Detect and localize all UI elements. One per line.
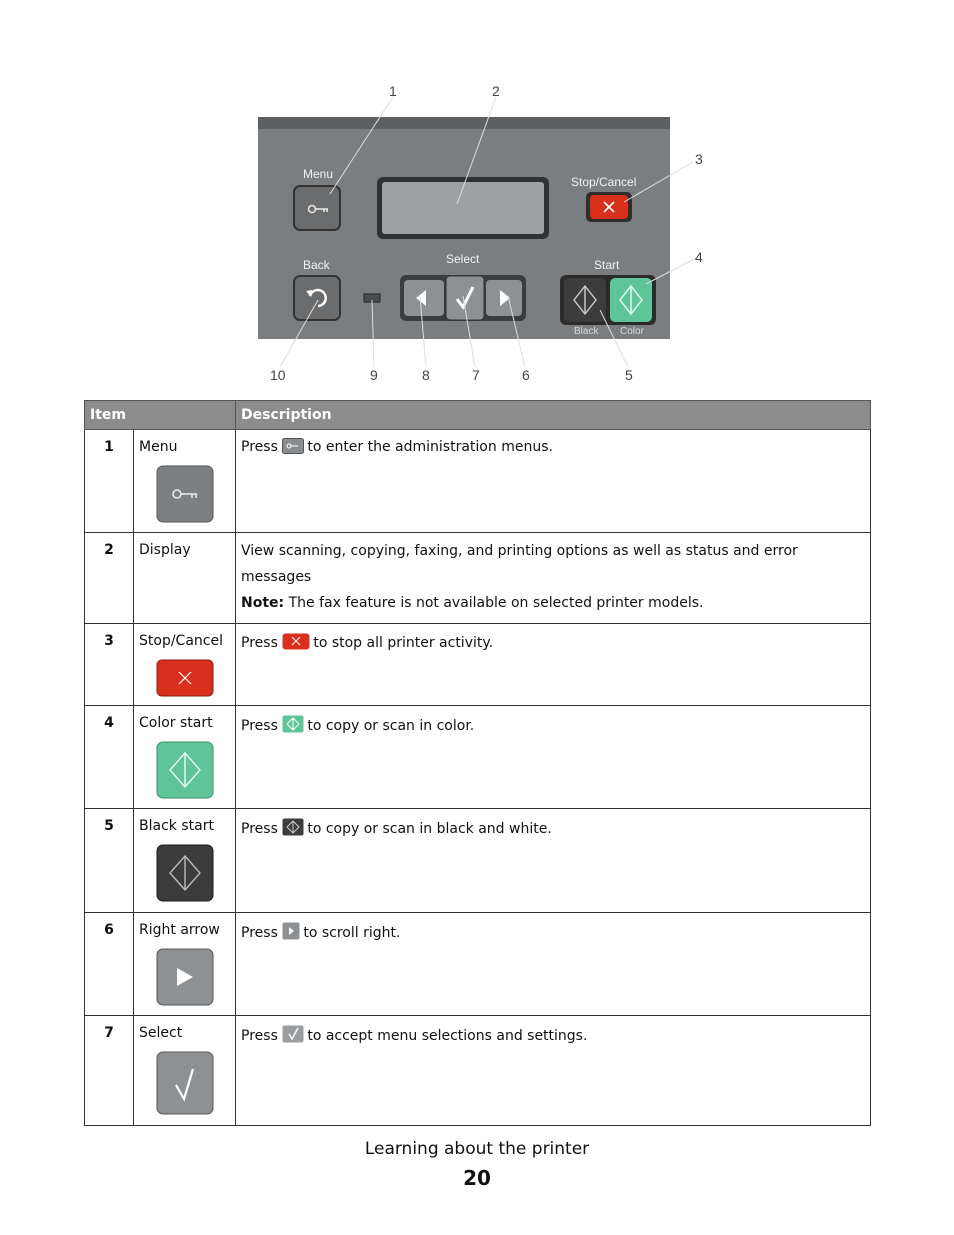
item-name: Color start <box>139 715 213 731</box>
control-panel-drawing <box>250 82 705 382</box>
item-cell <box>134 624 236 706</box>
select-button-image <box>156 1051 214 1115</box>
menu-button-image <box>156 465 214 523</box>
select-label: Select <box>446 252 480 266</box>
note-line <box>241 590 865 616</box>
table-row <box>85 913 871 1016</box>
description-cell <box>236 533 871 624</box>
control-panel-figure <box>250 82 705 382</box>
item-cell <box>134 430 236 533</box>
stop-cancel-label: Stop/Cancel <box>571 175 637 189</box>
black-label: Black <box>574 326 599 337</box>
item-name: Black start <box>139 818 214 834</box>
row-number: 5 <box>85 809 134 913</box>
desc-post: to accept menu selections and settings. <box>307 1028 588 1044</box>
table-row <box>85 706 871 809</box>
back-button <box>294 276 340 320</box>
row-number: 2 <box>85 533 134 624</box>
menu-button <box>294 186 340 230</box>
header-item: Item <box>85 401 236 430</box>
color-start-icon <box>282 715 304 733</box>
callout-7: 7 <box>472 367 480 383</box>
item-description-table <box>84 400 871 1126</box>
item-name: Stop/Cancel <box>139 633 223 649</box>
row-number: 6 <box>85 913 134 1016</box>
desc-pre: Press <box>241 925 278 941</box>
table-row <box>85 1016 871 1126</box>
desc-text: View scanning, copying, faxing, and printing options as well as status and error messages <box>241 543 798 585</box>
right-arrow-button-image <box>156 948 214 1006</box>
right-arrow-icon <box>282 922 300 940</box>
row-number: 3 <box>85 624 134 706</box>
note-label: Note: <box>241 595 285 611</box>
callout-2: 2 <box>492 83 500 99</box>
description-cell <box>236 913 871 1016</box>
item-name: Right arrow <box>139 922 220 938</box>
desc-post: to stop all printer activity. <box>313 635 494 651</box>
callout-4: 4 <box>695 249 703 265</box>
desc-pre: Press <box>241 1028 278 1044</box>
table-row <box>85 430 871 533</box>
stop-button-image <box>156 659 214 697</box>
description-cell <box>236 624 871 706</box>
back-label: Back <box>303 258 330 272</box>
display-screen <box>382 182 544 234</box>
desc-pre: Press <box>241 718 278 734</box>
desc-post: to scroll right. <box>303 925 401 941</box>
start-label: Start <box>594 258 620 272</box>
black-start-icon <box>282 818 304 836</box>
footer-section-title: Learning about the printer <box>364 1139 590 1159</box>
row-number: 7 <box>85 1016 134 1126</box>
page-number: 20 <box>463 1166 491 1190</box>
item-cell <box>134 809 236 913</box>
desc-post: to copy or scan in color. <box>307 718 475 734</box>
callout-10: 10 <box>270 367 286 383</box>
panel-top-edge <box>258 117 670 129</box>
item-cell <box>134 706 236 809</box>
callout-9: 9 <box>370 367 378 383</box>
desc-post: to copy or scan in black and white. <box>307 821 552 837</box>
callout-6: 6 <box>522 367 530 383</box>
callout-3: 3 <box>695 151 703 167</box>
callout-5: 5 <box>625 367 633 383</box>
menu-label: Menu <box>303 167 334 181</box>
desc-pre: Press <box>241 439 278 455</box>
table-header-row <box>85 401 871 430</box>
item-name: Select <box>139 1025 183 1041</box>
table-row <box>85 533 871 624</box>
item-cell <box>134 913 236 1016</box>
select-button <box>446 276 484 320</box>
description-cell <box>236 1016 871 1126</box>
item-name: Display <box>139 542 191 558</box>
table-row <box>85 809 871 913</box>
callout-1: 1 <box>389 83 397 99</box>
desc-pre: Press <box>241 635 278 651</box>
black-start-button-image <box>156 844 214 902</box>
row-number: 4 <box>85 706 134 809</box>
table-row <box>85 624 871 706</box>
item-cell <box>134 533 236 624</box>
description-cell <box>236 809 871 913</box>
desc-post: to enter the administration menus. <box>307 439 553 455</box>
key-icon <box>282 438 304 454</box>
checkmark-icon <box>282 1025 304 1043</box>
row-number: 1 <box>85 430 134 533</box>
note-text: The fax feature is not available on selected printer models. <box>288 595 704 611</box>
description-cell <box>236 706 871 809</box>
desc-pre: Press <box>241 821 278 837</box>
stop-x-icon <box>282 633 310 650</box>
item-cell <box>134 1016 236 1126</box>
description-cell <box>236 430 871 533</box>
header-description: Description <box>236 401 871 430</box>
item-name: Menu <box>139 439 178 455</box>
color-start-button-image <box>156 741 214 799</box>
color-label: Color <box>620 326 644 337</box>
callout-8: 8 <box>422 367 430 383</box>
